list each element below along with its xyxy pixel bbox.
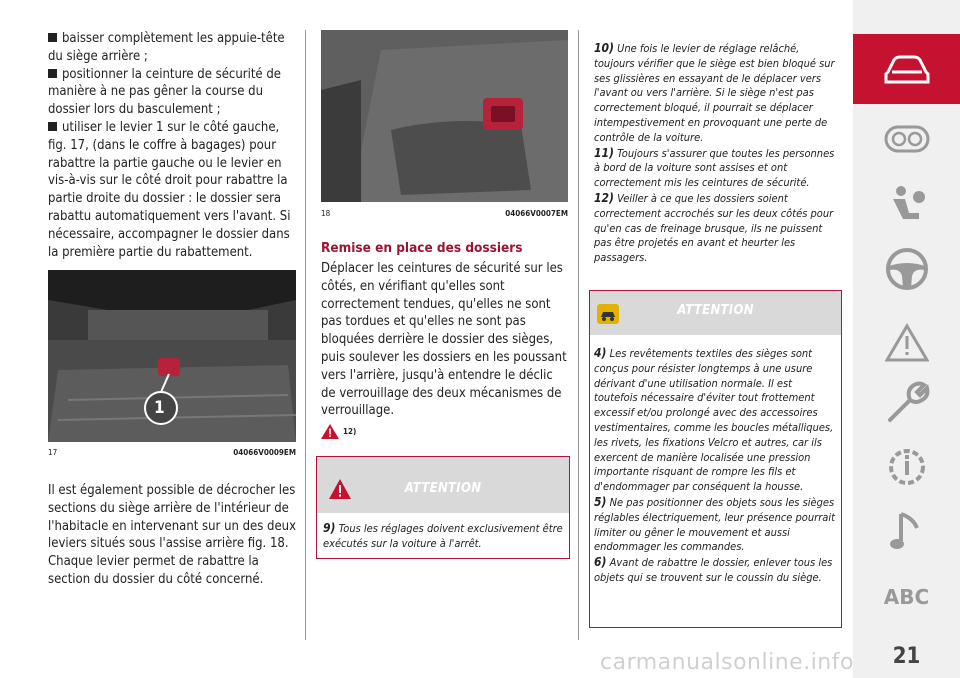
note-text: Les revêtements textiles des sièges sont conçus pour résister longtemps à une usure dérivant d'une utilisation normale. Il est toutefois nécessaire d'éviter tout frottement excessif et/ou prolongé avec des accessoires vestimentaires, comme les boucles métalliques, les rivets, les fixations Velcro et autres, car ils exercent de manière localisée une pression importante risquant de rompre les fils et d'endommager par conséquent la housse. [594,347,834,494]
note-item [594,495,837,555]
figure-18-code: 04066V0007EM [505,209,568,218]
figure-17-code: 04066V0009EM [233,448,296,457]
wrench-icon [884,380,930,426]
car-icon [882,52,932,86]
note-text: Avant de rabattre le dossier, enlever tous les objets qui se trouvent sur le coussin du siège. [594,556,833,584]
note-item [317,513,569,552]
figure-17-caption [48,448,296,457]
figure-18-number: 18 [321,209,331,218]
sidebar-item-driving[interactable] [853,234,960,304]
sidebar-item-index[interactable] [853,562,960,632]
note-text: Toujours s'assurer que toutes les personnes à bord de la voiture sont assises et ont correctement mis les ceintures de sécurité. [594,146,835,190]
sidebar-item-multimedia[interactable] [853,496,960,566]
left-paragraph: Il est également possible de décrocher les sections du siège arrière de l'intérieur de l'habitacle en intervenant sur un des deux leviers situés sous l'assise arrière fig. 18. Chaque levier permet de rabattre la section du dossier du côté concerné. [48,483,297,587]
left-column [48,30,296,261]
note-item [594,191,838,266]
steering-wheel-icon [884,246,930,292]
attention-header [317,457,569,513]
warning-ref [321,424,356,439]
note-number: 9) [323,521,336,535]
attention-notes [590,335,841,586]
figure-17-photo [48,270,296,442]
figure-18-photo [321,30,568,202]
note-number: 10) [594,41,614,55]
watermark: carmanualsonline.info [600,650,854,675]
chapter-sidebar [853,0,960,678]
note-number: 4) [594,346,607,360]
trunk-illustration [48,270,296,442]
attention-box-mid [316,456,570,559]
section-heading: Remise en place des dossiers [321,240,523,256]
note-item [594,146,838,191]
warning-triangle-icon [885,323,929,363]
bullet-item: positionner la ceinture de sécurité de manière à ne pas gêner la course du dossier lors du basculement ; [48,66,296,119]
sidebar-item-maintenance[interactable] [853,368,960,438]
attention-header [590,291,841,335]
warning-ref-number: 12) [343,427,357,436]
note-item [594,555,837,586]
sidebar-item-car[interactable] [853,34,960,104]
bullet-item: baisser complètement les appuie-tête du siège arrière ; [48,30,296,66]
note-item [594,346,837,495]
note-text: Ne pas positionner des objets sous les sièges réglables électriquement, leur présence pourrait limiter ou gêner le mouvement et aussi endommager les commandes. [594,495,835,554]
seat-lever-illustration [321,30,568,202]
sidebar-item-safety[interactable] [853,170,960,240]
attention-title: ATTENTION [677,303,754,318]
right-top-notes [594,41,838,266]
note-number: 6) [594,555,607,570]
mid-paragraph: Déplacer les ceintures de sécurité sur les côtés, en vérifiant qu'elles sont correctement tendues, qu'elles ne sont pas tordues et qu'elles ne sont pas bloquées derrière le dossier des sièges, puis soulever les dossiers en les poussant vers l'arrière, jusqu'à entendre le déclic de verrouillage des deux mécanismes de verrouillage. [321,261,567,419]
column-divider [305,30,306,640]
gear-info-icon [884,444,930,490]
note-text: Tous les réglages doivent exclusivement être exécutés sur la voiture à l'arrêt. [323,522,563,550]
abc-text: ABC [883,585,930,609]
note-number: 12) [594,190,614,205]
seat-airbag-icon [885,183,929,227]
music-note-icon [887,508,927,554]
dashboard-icon [884,125,930,153]
column-divider [578,30,579,640]
note-number: 11) [594,145,614,160]
figure-18-caption [321,209,568,218]
attention-title: ATTENTION [404,481,482,496]
figure-17-number: 17 [48,448,58,457]
sidebar-item-dashboard[interactable] [853,104,960,174]
page-number: 21 [892,644,921,669]
figure-17-callout: 1 [154,398,165,418]
note-text: Une fois le levier de réglage relâché, toujours vérifier que le siège est bien bloqué sur ses glissières en essayant de le déplacer vers l'avant ou vers l'arrière. Si le siège n'est pas correctement bloqué, il pourrait se déplacer intempestivement en provoquant une perte de contrôle de la voiture. [594,42,835,144]
attention-box-right [589,290,842,628]
sidebar-item-technical-data[interactable] [853,432,960,502]
note-text: Veiller à ce que les dossiers soient correctement accrochés sur les deux côtés pour qu'en cas de freinage brusque, ils ne puissent pas être projetés en avant et heurter les passagers. [594,191,834,265]
note-item [594,41,838,146]
warning-triangle-icon [321,424,339,439]
note-number: 5) [594,494,607,509]
bullet-item: utiliser le levier 1 sur le côté gauche, fig. 17, (dans le coffre à bagages) pour rabattre la partie gauche ou le levier en vis-à-vis sur le côté droit pour rabattre la partie droite du dossier : le dossier sera rabattu automatiquement vers l'avant. Si nécessaire, accompagner le dossier dans la première partie du rabattement. [48,119,296,261]
